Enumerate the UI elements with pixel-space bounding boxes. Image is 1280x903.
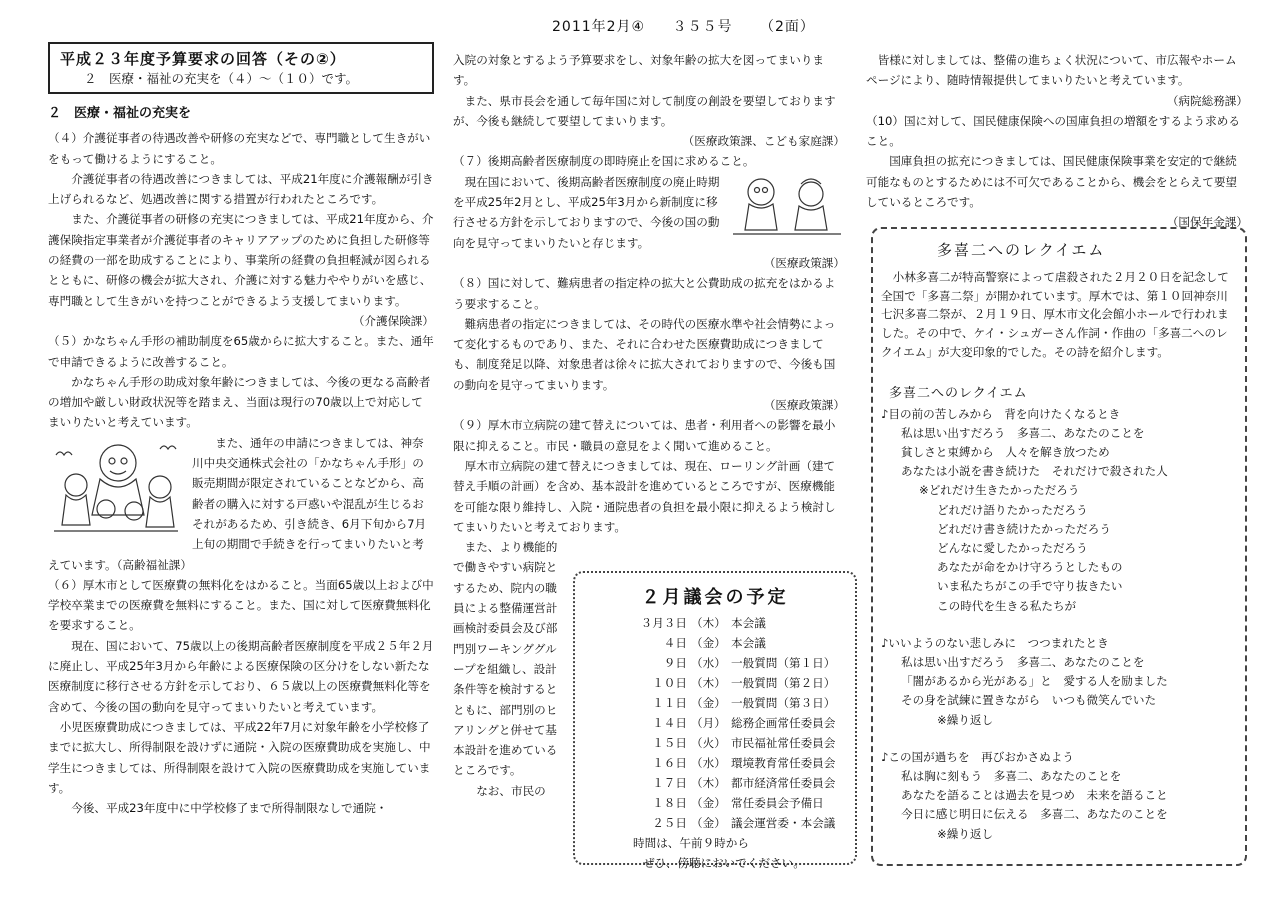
requiem-box (871, 227, 1247, 866)
issue-number: ３５５号 (672, 19, 733, 35)
schedule-event: 一般質問（第３日） (731, 696, 836, 710)
item-8-request: （８）国に対して、難病患者の指定枠の拡大と公費助成の拡充をはかるよう要求すること。 (453, 276, 836, 311)
item-8-answer: 難病患者の指定につきましては、その時代の医療水準や社会情勢によって変化するものであり、また、それに合わせた医療費助成につきましても、制度発足以降、対象患者は徐々に拡大されておりますので、今後も国の動向を見守ってまいります。 (453, 316, 836, 392)
schedule-table (597, 613, 835, 833)
item-7-answer: 現在国において、後期高齢者医療制度の廃止時期を平成25年2月とし、平成25年3月から新制度に移行させる方針を示しておりますので、今後の国の動向を見守ってまいりたいと存じます。 (453, 174, 720, 250)
schedule-row (597, 673, 835, 693)
schedule-dow: （金） (691, 696, 726, 710)
requiem-title: 多喜二へのレクイエム (937, 241, 1106, 259)
item-4-department: （介護保険課） (352, 313, 434, 328)
lyric-line: どれだけ書き続けたかっただろう (937, 521, 1111, 536)
schedule-dow: （木） (691, 616, 726, 630)
lyric-line: あなたが命をかけ守ろうとしたもの (937, 560, 1123, 575)
schedule-date: ３月３日 (640, 616, 687, 630)
item-6-department: （医療政策課、こども家庭課） (682, 134, 845, 149)
column-1 (48, 42, 434, 818)
schedule-dow: （金） (691, 636, 726, 650)
song-lyrics (873, 405, 1245, 844)
schedule-date: １１日 (652, 696, 687, 710)
item-4-answer-2: また、介護従事者の研修の充実につきましては、平成21年度から、介護保険指定事業者が介護従事者のキャリアアップのために負担した研修等の経費の一部を助成することにより、事業所の経費の負担軽減が図られるとともに、研修の機会が拡大され、介護に対する魅力ややりがいを感じ、専門職として生きがいを持つことができるよう支援してまいります。 (48, 212, 434, 308)
item-9-request: （９）厚木市立病院の建て替えについては、患者・利用者への影響を最小限に抑えること。市民・職員の意見をよく聞いて進めること。 (453, 418, 836, 453)
schedule-row (597, 773, 835, 793)
lyric-line: ※繰り返し (937, 826, 994, 841)
item-9-answer-1: 厚木市立病院の建て替えにつきましては、現在、ローリング計画（建て替え手順の計画）を含め、基本設計を進めているところですが、医療機能を可能な限り維持し、入院・通院患者の負担を最小限に抑えるよう検討してまいりたいと考えております。 (453, 458, 836, 534)
schedule-dow: （金） (691, 816, 726, 830)
schedule-row (597, 733, 835, 753)
item-10-answer: 国庫負担の拡充につきましては、国民健康保険事業を安定的で継続可能なものとするためには不可欠であることから、機会をとらえて要望しているところです。 (866, 154, 1238, 210)
item-7-department: （医療政策課） (763, 255, 845, 270)
schedule-date: １４日 (652, 716, 687, 730)
song-title: 多喜二へのレクイエム (889, 385, 1028, 401)
schedule-row (597, 653, 835, 673)
schedule-dow: （火） (691, 736, 726, 750)
article-title: 平成２３年度予算要求の回答（その②） (60, 50, 346, 68)
lyric-line: ※繰り返し (937, 712, 994, 727)
item-5-answer-1: かなちゃん手形の助成対象年齢につきましては、今後の更なる高齢者の増加や厳しい財政状況等を踏まえ、当面は現行の70歳以上で対応してまいりたいと考えています。 (48, 374, 431, 430)
schedule-event: 市民福祉常任委員会 (731, 736, 836, 750)
item-10-department: （国保年金課） (1166, 215, 1248, 230)
lyric-line: ※どれだけ生きたかっただろう (919, 483, 1080, 498)
lyric-line: ♪いいようのない悲しみに つつまれたとき (881, 635, 1109, 650)
schedule-event: 都市経済常任委員会 (731, 776, 836, 790)
schedule-row (597, 613, 835, 633)
item-6-answer-4: また、県市長会を通して毎年国に対して制度の創設を要望しておりますが、今後も継続して要望してまいります。 (453, 93, 836, 128)
schedule-event: 本会議 (731, 636, 766, 650)
schedule-date: １８日 (652, 796, 687, 810)
article-subtitle: ２ 医療・福祉の充実を（４）～（１０）です。 (84, 71, 359, 86)
stanza-3 (881, 748, 1245, 844)
stanza-1 (881, 405, 1245, 616)
lyric-line: 私は思い出すだろう 多喜二、あなたのことを (901, 425, 1145, 440)
lyric-line: その身を試練に置きながら いつも微笑んでいた (901, 693, 1157, 708)
schedule-date: １７日 (652, 776, 687, 790)
schedule-event: 一般質問（第２日） (731, 676, 836, 690)
schedule-row (597, 753, 835, 773)
schedule-date: １０日 (652, 676, 687, 690)
lyric-line: あなたを語ることは過去を見つめ 未来を語ること (901, 788, 1168, 803)
item-5-answer-2: また、通年の申請につきましては、神奈川中央交通株式会社の「かなちゃん手形」の販売期間が限定されていることなどから、高齢者の購入に対する戸惑いや混乱が生じるおそれがあるため、引き続き、6月下旬から7月上旬の期間で手続きを行ってまいりたいと考えています。（高齢福祉課） (48, 435, 427, 572)
schedule-event: 環境教育常任委員会 (731, 756, 836, 770)
item-9-continued: 皆様に対しましては、整備の進ちょく状況について、市広報やホームページにより、随時情報提供してまいりたいと考えています。 (866, 53, 1237, 88)
item-4-answer-1: 介護従事者の待遇改善につきましては、平成21年度に介護報酬が引き上げられるなど、処遇改善に関する措置が行われたところです。 (48, 171, 434, 207)
schedule-dow: （金） (691, 796, 726, 810)
elderly-group-illustration (48, 435, 184, 545)
lyric-line: 「闇があるから光がある」と 愛する人を励ました (901, 674, 1168, 689)
lyric-line: 私は思い出すだろう 多喜二、あなたのことを (901, 654, 1145, 669)
schedule-row (597, 793, 835, 813)
schedule-row (597, 633, 835, 653)
issue-date: 2011年2月④ (552, 19, 646, 35)
schedule-event: 総務企画常任委員会 (731, 716, 836, 730)
schedule-invitation: ぜひ、傍聴においでください。 (643, 856, 805, 870)
item-6-answer-3: 今後、平成23年度中に中学校修了まで所得制限なしで通院・ (71, 801, 388, 816)
schedule-event: 常任委員会予備日 (731, 796, 824, 810)
article-title-box (48, 42, 434, 94)
lyric-line: ♪この国が過ちを 再びおかさぬよう (881, 749, 1074, 764)
requiem-intro: 小林多喜二が特高警察によって虐殺された２月２０日を記念して全国で「多喜二祭」が開かれています。厚木では、第１０回神奈川七沢多喜二祭が、２月１９日、厚木市文化会館小ホールで行われました。その中で、ケイ・シュガーさん作詞・作曲の「多喜二へのレクイエム」が大変印象的でした。その詩を紹介します。 (881, 270, 1229, 359)
item-6-continued: 入院の対象とするよう予算要求をし、対象年齢の拡大を図ってまいります。 (453, 53, 825, 88)
item-6-answer-1: 現在、国において、75歳以上の後期高齢者医療制度を平成２５年２月に廃止し、平成25年3月から年齢による医療保険の区分けをしない新たな医療制度に移行させる方針を示しており、６５歳以上の医療費無料化等を含めて、今後の国の動向を見守ってまいりたいと考えています。 (48, 638, 434, 714)
item-10-request: （10）国に対して、国民健康保険への国庫負担の増額をするよう求めること。 (866, 113, 1240, 149)
lyric-line: 今日に感じ明日に伝える 多喜二、あなたのことを (901, 807, 1168, 822)
schedule-time-note: 時間は、午前９時から (633, 836, 749, 850)
lyric-line: どんなに愛したかっただろう (937, 540, 1088, 555)
schedule-row (597, 813, 835, 833)
schedule-dow: （木） (691, 776, 726, 790)
schedule-date: ９日 (663, 656, 687, 670)
schedule-event: 議会運営委・本会議 (731, 816, 836, 830)
item-6-request: （６）厚木市として医療費の無料化をはかること。当面65歳以上および中学校卒業までの医療費を無料にすること。また、国に対して医療費無料化を要求すること。 (48, 577, 434, 633)
schedule-date: １６日 (652, 756, 687, 770)
schedule-row (597, 693, 835, 713)
schedule-title: ２月議会の予定 (641, 587, 789, 608)
lyric-line: ♪目の前の苦しみから 背を向けたくなるとき (881, 406, 1121, 421)
elderly-couple-illustration (729, 172, 845, 248)
item-5-request: （５）かなちゃん手形の補助制度を65歳からに拡大すること。また、通年で申請できるように改善すること。 (48, 334, 434, 369)
schedule-dow: （木） (691, 676, 726, 690)
item-7-request: （７）後期高齢者医療制度の即時廃止を国に求めること。 (453, 154, 755, 169)
item-6-answer-2: 小児医療費助成につきましては、平成22年7月に対象年齢を小学校修了までに拡大し、所得制限を設けずに通院・入院の医療費助成を実施し、中学生につきましては、所得制限を設けて入院の医療費助成を実施しています。 (48, 719, 431, 795)
schedule-date: ２５日 (652, 816, 687, 830)
schedule-dow: （月） (691, 716, 726, 730)
lyric-line: 私は胸に刻もう 多喜二、あなたのことを (901, 768, 1122, 783)
lyric-line: どれだけ語りたかっただろう (937, 502, 1088, 517)
stanza-2 (881, 634, 1245, 730)
schedule-dow: （水） (691, 756, 726, 770)
lyric-line: いま私たちがこの手で守り抜きたい (937, 579, 1123, 594)
lyric-line: あなたは小説を書き続けた それだけで殺された人 (901, 464, 1168, 479)
page-header (552, 16, 837, 36)
item-9-answer-2: また、より機能的で働きやすい病院とするため、院内の職員による整備運営計画検討委員会及び部門別ワーキンググループを組織し、設計条件等を検討するとともに、部門別のヒアリングと併せて基本設計を進めているところです。 (453, 540, 558, 778)
schedule-date: ４日 (663, 636, 687, 650)
lyric-line: 貧しさと束縛から 人々を解き放つため (901, 444, 1110, 459)
item-9-department: （病院総務課） (1166, 93, 1248, 108)
item-9-answer-3: なお、市民の (476, 783, 546, 798)
schedule-date: １５日 (652, 736, 687, 750)
item-9-narrow-block (453, 537, 565, 801)
section-heading: ２ 医療・福祉の充実を (48, 106, 192, 121)
schedule-event: 一般質問（第１日） (731, 656, 836, 670)
schedule-dow: （水） (691, 656, 726, 670)
page-number: （2面） (760, 19, 815, 35)
schedule-event: 本会議 (731, 616, 766, 630)
schedule-row (597, 713, 835, 733)
column-3 (866, 50, 1248, 233)
lyric-line: この時代を生きる私たちが (937, 598, 1077, 613)
item-8-department: （医療政策課） (763, 398, 845, 413)
item-4-request: （４）介護従事者の待遇改善や研修の充実などで、専門職として生きがいをもって働けるようにすること。 (48, 131, 431, 166)
council-schedule-box (573, 571, 857, 870)
